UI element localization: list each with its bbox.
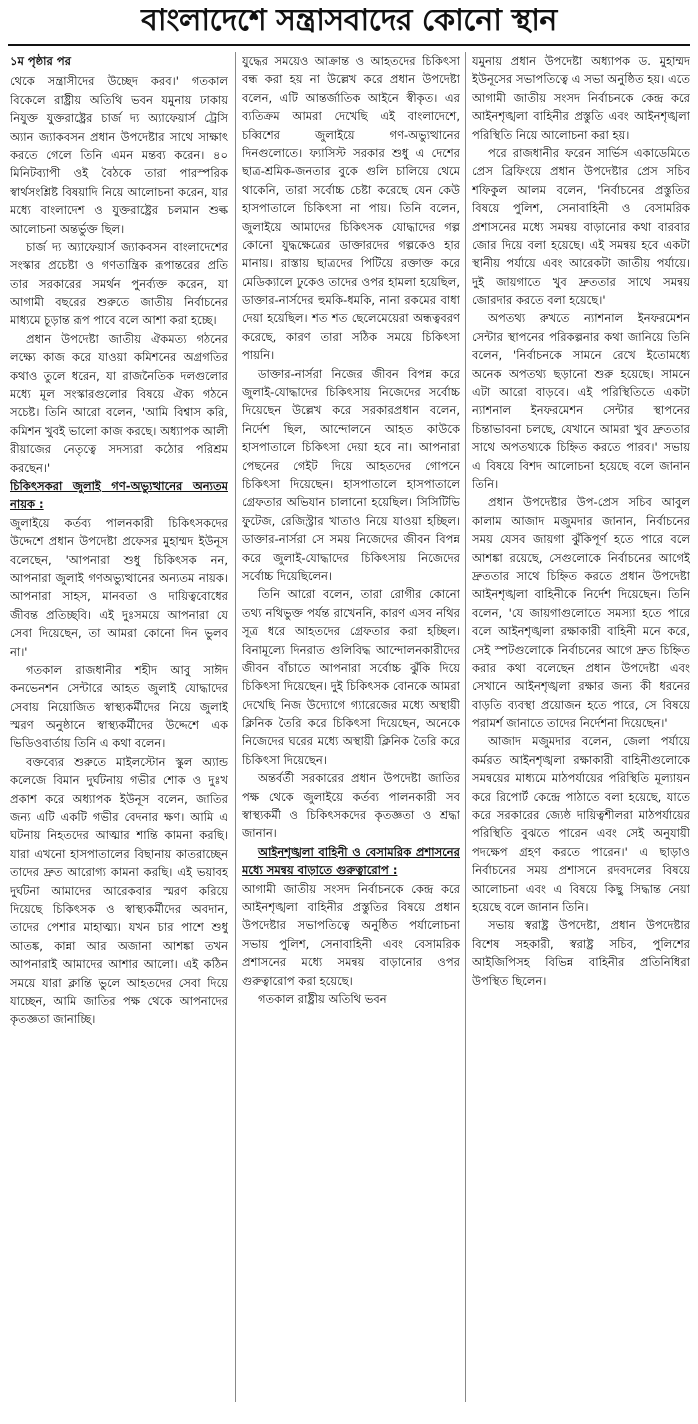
paragraph: গতকাল রাজধানীর শহীদ আবু সাঈদ কনভেনশন সেন্টারে আহত জুলাই যোদ্ধাদের সেবায় নিয়োজিত স্বাস্থ্যকর্মীদের নিয়ে জুলাই স্মরণ অনুষ্ঠানে স্বাস্থ্যকর্মীদের উদ্দেশে এক ভিডিওবার্তায় তিনি এ কথা বলেন।: [10, 662, 228, 751]
column-1: [10, 52, 228, 1412]
column-3: [472, 52, 690, 1412]
column-divider: [235, 52, 236, 1402]
paragraph: জুলাইয়ে কর্তব্য পালনকারী চিকিৎসকদের উদ্দেশে প্রধান উপদেষ্টা প্রফেসর মুহাম্মদ ইউনূস বলেছেন, 'আপনারা শুধু চিকিৎসক নন, আপনারা জুলাই গণঅভ্যুত্থানের অন্যতম নায়ক। আপনারা সাহস, মানবতা ও দায়িত্ববোধের জীবন্ত প্রতিচ্ছবি। এই দুঃসময়ে আপনারা যে সেবা দিয়েছেন, তা আমরা কোনো দিন ভুলব না।': [10, 515, 228, 659]
headline-rule: [8, 44, 690, 46]
paragraph: তিনি আরো বলেন, তারা রোগীর কোনো তথ্য নথিভুক্ত পর্যন্ত রাখেননি, কারণ এসব নথির সূত্র ধরে আহতদের গ্রেফতার করা হচ্ছিল। বিনামূল্যে দিনরাত গুলিবিদ্ধ আন্দোলনকারীদের জীবন বাঁচাতে আপনারা সর্বোচ্চ ঝুঁকি দিয়ে চিকিৎসা দিয়েছেন। দুই চিকিৎসক বোনকে আমরা দেখেছি নিজ উদ্যোগে গ্যারেজের মধ্যে অস্থায়ী ক্লিনিক তৈরি করে চিকিৎসা দিয়েছেন, অনেকে নিজেদের ঘরের মধ্যে অস্থায়ী ক্লিনিক তৈরি করে চিকিৎসা দিয়েছেন।: [242, 587, 460, 767]
paragraph: প্রধান উপদেষ্টার উপ-প্রেস সচিব আবুল কালাম আজাদ মজুমদার জানান, নির্বাচনের সময় যেসব জায়গা ঝুঁকিপূর্ণ হতে পারে বলে আশঙ্কা রয়েছে, সেগুলোকে নির্বাচনের আগেই দ্রুততার সাথে চিহ্নিত করতে প্রধান উপদেষ্টা আইনশৃঙ্খলা বাহিনীকে নির্দেশ দিয়েছেন। তিনি বলেন, 'যে জায়গাগুলোতে সমস্যা হতে পারে বলে আইনশৃঙ্খলা রক্ষাকারী বাহিনী মনে করে, সেই স্পটগুলোকে নির্বাচনের আগে দ্রুত চিহ্নিত করার কথা বলেছেন প্রধান উপদেষ্টা এবং সেখানে আইনশৃঙ্খলা রক্ষার জন্য কী ধরনের বাড়তি ব্যবস্থা প্রয়োজন হতে পারে, সে বিষয়ে পরামর্শ জানাতে তাদের নির্দেশনা দিয়েছেন।': [472, 495, 690, 731]
headline: বাংলাদেশে সন্ত্রাসবাদের কোনো স্থান: [141, 3, 557, 38]
paragraph: প্রধান উপদেষ্টা জাতীয় ঐকমত্য গঠনের লক্ষ্যে কাজ করে যাওয়া কমিশনের অগ্রগতির কথাও তুলে ধরেন, যা রাজনৈতিক দলগুলোর মধ্যে মূল সংস্কারগুলোর বিষয়ে ঐক্য গঠনে সচেষ্ট। তিনি আরো বলেন, 'আমি বিশ্বাস করি, কমিশন খুবই ভালো কাজ করছে। অধ্যাপক আলী রীয়াজের নেতৃত্বে সদস্যরা কঠোর পরিশ্রম করছেন।': [10, 331, 228, 475]
cut-off-next-headline: [0, 1414, 698, 1424]
paragraph: গতকাল রাষ্ট্রীয় অতিথি ভবন: [258, 991, 387, 1006]
paragraph: অপতথ্য রুখতে ন্যাশনাল ইনফরমেশন সেন্টার স্থাপনের পরিকল্পনার কথা জানিয়ে তিনি বলেন, 'নির্বাচনকে সামনে রেখে ইতোমধ্যে অনেক অপতথ্য ছড়ানো শুরু হয়েছে। সামনে এটা আরো বাড়বে। এই পরিস্থিতিতে একটা ন্যাশনাল ইনফরমেশন সেন্টার স্থাপনের চিন্তাভাবনা চলছে, যেখানে আমরা খুব দ্রুততার সাথে অপতথ্যকে চিহ্নিত করতে পারব।' সভায় এ বিষয়ে বিশদ আলোচনা হয়েছে বলে জানান তিনি।: [472, 311, 690, 491]
paragraph: থেকে সন্ত্রাসীদের উচ্ছেদ করব।' গতকাল বিকেলে রাষ্ট্রীয় অতিথি ভবন যমুনায় ঢাকায় নিযুক্ত যুক্তরাষ্ট্রের চার্জ দ্য অ্যাফেয়ার্স ট্রেসি অ্যান জ্যাকবসন প্রধান উপদেষ্টার সাথে সাক্ষাৎ করতে গেলে তিনি এমন মন্তব্য করেন। ৪০ মিনিটব্যাপী ওই বৈঠকে তারা পারস্পরিক স্বার্থসংশ্লিষ্ট বিষয়াদি নিয়ে আলোচনা করেন, যার মধ্যে বাংলাদেশ ও যুক্তরাষ্ট্রের চলমান শুল্ক আলোচনা অন্তর্ভুক্ত ছিল।: [10, 74, 228, 236]
column-2: [242, 52, 460, 1412]
subheading-doctors: চিকিৎসকরা জুলাই গণ-অভ্যুত্থানের অন্যতম নায়ক :: [10, 478, 228, 512]
paragraph: আজাদ মজুমদার বলেন, জেলা পর্যায়ে কর্মরত আইনশৃঙ্খলা রক্ষাকারী বাহিনীগুলোকে সমন্বয়ের মাধ্যমে মাঠপর্যায়ের পরিস্থিতি মূল্যায়ন করে রিপোর্ট কেন্দ্রে পাঠাতে বলা হয়েছে, যাতে করে সরকারের জ্যেষ্ঠ দায়িত্বশীলরা মাঠপর্যায়ের পরিস্থিতি বুঝতে পারেন এবং সেই অনুযায়ী পদক্ষেপ গ্রহণ করতে পারেন।' এ ছাড়াও নির্বাচনের সময় প্রশাসনে রদবদলের বিষয়ে আলোচনা এবং এ বিষয়ে কিছু সিদ্ধান্ত নেয়া হয়েছে বলে জানান তিনি।: [472, 734, 690, 914]
column-divider: [465, 52, 466, 1402]
paragraph: বক্তব্যের শুরুতে মাইলস্টোন স্কুল অ্যান্ড কলেজে বিমান দুর্ঘটনায় গভীর শোক ও দুঃখ প্রকাশ করে অধ্যাপক ইউনূস বলেন, জাতির জন্য এটি একটি গভীর বেদনার ক্ষণ। আমি এ ঘটনায় নিহতদের আত্মার শান্তি কামনা করছি। যারা এখনো হাসপাতালের বিছানায় কাতরাচ্ছেন তাদের দ্রুত আরোগ্য কামনা করছি। এই ভয়াবহ দুর্ঘটনা আমাদের আরেকবার স্মরণ করিয়ে দিয়েছে চিকিৎসক ও স্বাস্থ্যকর্মীদের অবদান, তাদের পেশার মাহাত্ম্য। যখন চার পাশে শুধু আতঙ্ক, কান্না আর অজানা আশঙ্কা তখন আপনারাই আমাদের আশার আলো। এই কঠিন সময়ে যারা ক্লান্তি ভুলে আহতদের সেবা দিয়ে যাচ্ছেন, আমি জাতির পক্ষ থেকে আপনাদের কৃতজ্ঞতা জানাচ্ছি।: [10, 754, 228, 1027]
paragraph: যমুনায় প্রধান উপদেষ্টা অধ্যাপক ড. মুহাম্মদ ইউনূসের সভাপতিত্বে এ সভা অনুষ্ঠিত হয়। এতে আগামী জাতীয় সংসদ নির্বাচনকে কেন্দ্র করে আইনশৃঙ্খলা বাহিনীর প্রস্তুতি এবং আইনশৃঙ্খলা পরিস্থিতি নিয়ে আলোচনা করা হয়।: [472, 54, 690, 142]
subheading-coordination: আইনশৃঙ্খলা বাহিনী ও বেসামরিক প্রশাসনের মধ্যে সমন্বয় বাড়াতে গুরুত্বারোপ :: [242, 844, 460, 878]
paragraph: অন্তর্বর্তী সরকারের প্রধান উপদেষ্টা জাতির পক্ষ থেকে জুলাইয়ে কর্তব্য পালনকারী সব স্বাস্থ্যকর্মী ও চিকিৎসকদের কৃতজ্ঞতা ও শ্রদ্ধা জানান।: [242, 771, 460, 841]
paragraph: ডাক্তার-নার্সরা নিজের জীবন বিপন্ন করে জুলাই-যোদ্ধাদের চিকিৎসায় নিজেদের সর্বোচ্চ দিয়েছেন উল্লেখ করে সরকারপ্রধান বলেন, নির্দেশ ছিল, আন্দোলনে আহত কাউকে হাসপাতালে চিকিৎসা দেয়া হবে না। আপনারা পেছনের গেইট দিয়ে আহতদের গোপনে চিকিৎসা দিয়েছেন। হাসপাতালে হাসপাতালে গ্রেফতার অভিযান চালানো হয়েছিল। সিসিটিভি ফুটেজ, রেজিস্ট্রার খাতাও নিয়ে যাওয়া হচ্ছিল। ডাক্তার-নার্সরা সে সময় নিজেদের জীবন বিপন্ন করে জুলাই-যোদ্ধাদের চিকিৎসায় নিজেদের সর্বোচ্চ দিয়েছিলেন।: [242, 366, 460, 583]
paragraph: পরে রাজধানীর ফরেন সার্ভিস একাডেমিতে প্রেস ব্রিফিংয়ে প্রধান উপদেষ্টার প্রেস সচিব শফিকুল আলম বলেন, 'নির্বাচনের প্রস্তুতির বিষয়ে পুলিশ, সেনাবাহিনী ও বেসামরিক প্রশাসনের মধ্যে সমন্বয় বাড়ানোর কথা বারবার জোর দিয়ে বলা হয়েছে। এই সমন্বয় হবে একটা স্থানীয় পর্যায়ে এবং আরেকটা জাতীয় পর্যায়ে। দুই জায়গাতে খুব দ্রুততার সাথে সমন্বয় জোরদার করতে বলা হয়েছে।': [472, 145, 690, 308]
paragraph: চার্জ দ্য অ্যাফেয়ার্স জ্যাকবসন বাংলাদেশের সংস্কার প্রচেষ্টা ও গণতান্ত্রিক রূপান্তরের প্রতি তার সরকারের সমর্থন পুনর্ব্যক্ত করেন, যা আগামী বছরের শুরুতে জাতীয় নির্বাচনের মাধ্যমে চূড়ান্ত রূপ পাবে বলে আশা করা হচ্ছে।: [10, 239, 228, 328]
paragraph: যুদ্ধের সময়েও আক্রান্ত ও আহতদের চিকিৎসা বন্ধ করা হয় না উল্লেখ করে প্রধান উপদেষ্টা বলেন, এটি আন্তর্জাতিক আইনে স্বীকৃত। এর ব্যতিক্রম আমরা দেখেছি এই বাংলাদেশে, চব্বিশের জুলাইয়ে গণ-অভ্যুত্থানের দিনগুলোতে। ফ্যাসিস্ট সরকার শুধু এ দেশের ছাত্র-শ্রমিক-জনতার বুকে গুলি চালিয়ে থেমে থাকেনি, তারা সর্বোচ্চ চেষ্টা করেছে যেন কেউ হাসপাতালে চিকিৎসা না পায়। তিনি বলেন, জুলাইয়ে আমাদের চিকিৎসক যোদ্ধাদের গল্প কোনো যুদ্ধক্ষেত্রের ডাক্তারদের গল্পকেও হার মানায়। রাস্তায় ছাত্রদের পিটিয়ে রক্তাক্ত করে মেডিক্যালে ঢুকেও তাদের ওপর হামলা হয়েছিল, ডাক্তার-নার্সদের হুমকি-ধমকি, নানা রকমের বাধা দেয়া হয়েছিল। শত শত ছেলেমেয়েরা অন্ধত্ববরণ করেছে, কারণ তারা সঠিক সময়ে চিকিৎসা পায়নি।: [242, 54, 460, 363]
paragraph: আগামী জাতীয় সংসদ নির্বাচনকে কেন্দ্র করে আইনশৃঙ্খলা বাহিনীর প্রস্তুতির বিষয়ে প্রধান উপদেষ্টার সভাপতিত্বে অনুষ্ঠিত পর্যালোচনা সভায় পুলিশ, সেনাবাহিনী এবং বেসামরিক প্রশাসনের মধ্যে সমন্বয় বাড়ানোর ওপর গুরুত্বারোপ করা হয়েছে।: [242, 881, 460, 988]
continuation-note: ১ম পৃষ্ঠার পর: [10, 54, 71, 68]
paragraph: সভায় স্বরাষ্ট্র উপদেষ্টা, প্রধান উপদেষ্টার বিশেষ সহকারী, স্বরাষ্ট্র সচিব, পুলিশের আইজিপিসহ বিভিন্ন বাহিনীর প্রতিনিধিরা উপস্থিত ছিলেন।: [472, 918, 690, 988]
